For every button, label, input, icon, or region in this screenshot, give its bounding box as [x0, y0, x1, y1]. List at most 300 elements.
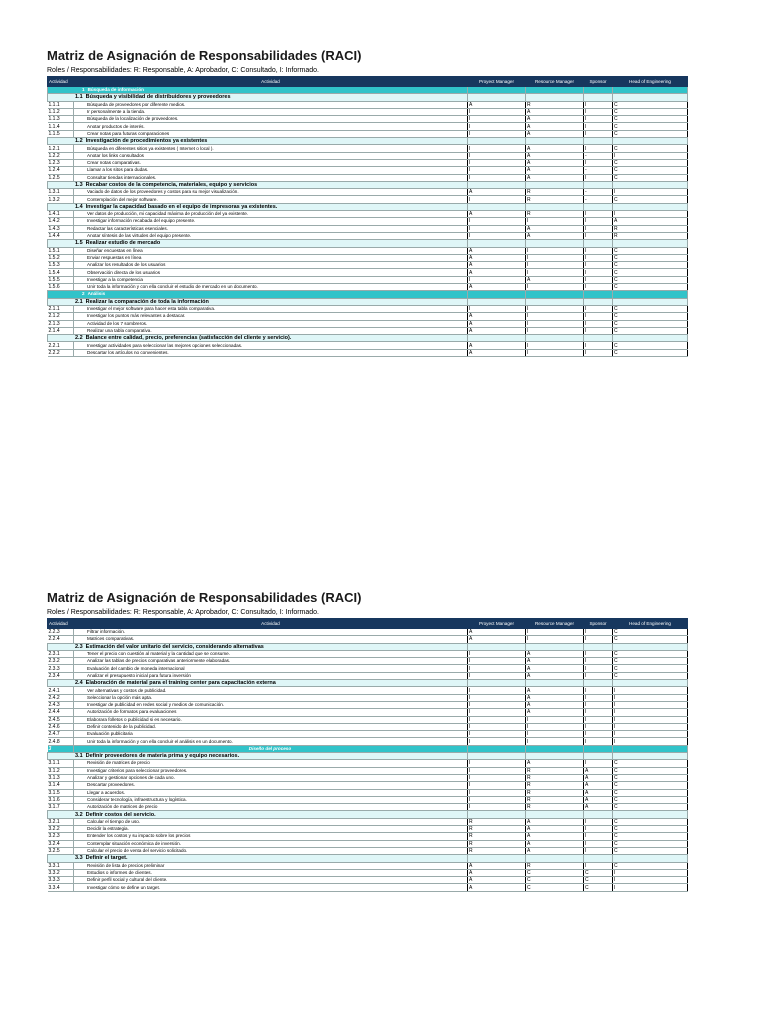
raci-sponsor: I: [584, 116, 613, 123]
raci-head-of-engineering: I: [613, 738, 688, 745]
header-resource-manager: Resource Manager: [526, 77, 584, 87]
task-label: Observación directa de los usuarios: [74, 269, 468, 276]
empty-cell: [468, 298, 526, 305]
table-row: [48, 818, 688, 825]
raci-head-of-engineering: I: [613, 869, 688, 876]
raci-head-of-engineering: I: [613, 709, 688, 716]
task-label: Investigar criterios para seleccionar proveedores.: [74, 767, 468, 774]
raci-resource-manager: A: [526, 159, 584, 166]
empty-cell: [613, 94, 688, 101]
task-id: 2.3.4: [48, 672, 74, 679]
table-body: [48, 629, 688, 892]
task-id: 2.1.2: [48, 313, 74, 320]
table-row: [48, 658, 688, 665]
task-id: 1.2.3: [48, 159, 74, 166]
table-row: [48, 284, 688, 291]
raci-project-manager: I: [468, 760, 526, 767]
raci-project-manager: I: [468, 276, 526, 283]
sub-label: Definir costos del servicio.: [85, 811, 156, 818]
empty-cell: [584, 94, 613, 101]
phase-number-text: 1: [82, 87, 85, 93]
sub-number-text: 1.4: [75, 203, 83, 210]
task-id: 2.2.4: [48, 636, 74, 643]
empty-cell: [526, 181, 584, 188]
raci-resource-manager: A: [526, 840, 584, 847]
raci-head-of-engineering: I: [613, 731, 688, 738]
raci-project-manager: I: [468, 152, 526, 159]
table-row: [48, 840, 688, 847]
raci-head-of-engineering: C: [613, 826, 688, 833]
raci-table: [47, 618, 688, 892]
table-row: [48, 167, 688, 174]
empty-cell: [468, 643, 526, 650]
table-row: [48, 152, 688, 159]
task-label: Crear notas para futuras comparaciones: [74, 130, 468, 137]
raci-head-of-engineering: I: [613, 687, 688, 694]
raci-head-of-engineering: C: [613, 847, 688, 854]
empty-cell: [613, 680, 688, 687]
task-label: Analizar y gestionar opciones de cada uno.: [74, 774, 468, 781]
sub-number: [48, 680, 468, 687]
raci-resource-manager: I: [526, 738, 584, 745]
raci-sponsor: I: [584, 738, 613, 745]
subphase-row: [48, 181, 688, 188]
task-id: 2.4.3: [48, 701, 74, 708]
raci-resource-manager: A: [526, 658, 584, 665]
raci-head-of-engineering: I: [613, 211, 688, 218]
raci-head-of-engineering: A: [613, 218, 688, 225]
raci-head-of-engineering: C: [613, 174, 688, 181]
task-id: 1.1.3: [48, 116, 74, 123]
raci-resource-manager: R: [526, 796, 584, 803]
table-row: [48, 869, 688, 876]
task-id: 2.2.3: [48, 629, 74, 636]
header-sponsor: Sponsor: [584, 619, 613, 629]
raci-head-of-engineering: C: [613, 636, 688, 643]
task-id: 1.5.6: [48, 284, 74, 291]
raci-head-of-engineering: C: [613, 789, 688, 796]
raci-project-manager: I: [468, 108, 526, 115]
raci-sponsor: I: [584, 159, 613, 166]
task-id: 3.2.5: [48, 847, 74, 854]
raci-head-of-engineering: C: [613, 276, 688, 283]
task-label: Analizar el presupuesto inicial para futura inversión: [74, 672, 468, 679]
sub-label: Balance entre calidad, precio, preferencias (satisfacción del cliente y servicio).: [85, 335, 292, 342]
raci-sponsor: A: [584, 796, 613, 803]
empty-cell: [613, 811, 688, 818]
raci-resource-manager: A: [526, 847, 584, 854]
task-label: Ver alternativas y costos de publicidad.: [74, 687, 468, 694]
raci-resource-manager: R: [526, 862, 584, 869]
raci-project-manager: R: [468, 840, 526, 847]
sub-label: Definir el target.: [85, 855, 128, 862]
raci-sponsor: I: [584, 665, 613, 672]
raci-head-of-engineering: I: [613, 694, 688, 701]
task-id: 3.3.4: [48, 884, 74, 891]
raci-head-of-engineering: C: [613, 760, 688, 767]
raci-project-manager: I: [468, 196, 526, 203]
table-row: [48, 760, 688, 767]
task-id: 1.5.2: [48, 254, 74, 261]
table-row: [48, 159, 688, 166]
raci-project-manager: I: [468, 665, 526, 672]
raci-head-of-engineering: C: [613, 672, 688, 679]
empty-cell: [584, 138, 613, 145]
task-id: 3.1.1: [48, 760, 74, 767]
task-id: 1.5.1: [48, 247, 74, 254]
raci-head-of-engineering: I: [613, 152, 688, 159]
raci-project-manager: A: [468, 254, 526, 261]
empty-cell: [584, 87, 613, 94]
table-header-row: [48, 77, 688, 87]
raci-resource-manager: I: [526, 284, 584, 291]
task-id: 2.1.1: [48, 305, 74, 312]
task-label: Descartar proveedores.: [74, 782, 468, 789]
raci-sponsor: I: [584, 658, 613, 665]
raci-resource-manager: I: [526, 305, 584, 312]
raci-resource-manager: A: [526, 108, 584, 115]
task-id: 2.3.3: [48, 665, 74, 672]
raci-head-of-engineering: C: [613, 818, 688, 825]
raci-resource-manager: C: [526, 877, 584, 884]
page-title: Matriz de Asignación de Responsabilidades (RACI): [47, 48, 362, 63]
task-label: Calcular el tiempo de uso.: [74, 818, 468, 825]
raci-sponsor: A: [584, 774, 613, 781]
raci-head-of-engineering: C: [613, 782, 688, 789]
sub-number: [48, 298, 468, 305]
empty-cell: [613, 745, 688, 752]
raci-project-manager: A: [468, 262, 526, 269]
phase-number: 3: [48, 745, 74, 752]
raci-project-manager: I: [468, 774, 526, 781]
task-id: 1.2.2: [48, 152, 74, 159]
empty-cell: [584, 203, 613, 210]
task-label: Realizar una tabla comparativa.: [74, 327, 468, 334]
raci-resource-manager: I: [526, 716, 584, 723]
sub-number: [48, 181, 468, 188]
task-label: Descartar los artículos no convenientes.: [74, 349, 468, 356]
table-row: [48, 313, 688, 320]
raci-project-manager: I: [468, 174, 526, 181]
raci-project-manager: I: [468, 709, 526, 716]
sub-label: Realizar estudio de mercado: [85, 240, 161, 247]
empty-cell: [613, 855, 688, 862]
task-label: Investigar actividades para seleccionar las mejores opciones seleccionadas.: [74, 342, 468, 349]
raci-sponsor: I: [584, 254, 613, 261]
sub-label: Búsqueda y visibilidad de distribuidores y proveedores: [85, 94, 231, 101]
raci-project-manager: I: [468, 145, 526, 152]
task-label: Evaluación publicitaria: [74, 731, 468, 738]
raci-head-of-engineering: C: [613, 862, 688, 869]
sub-number: [48, 811, 468, 818]
table-row: [48, 269, 688, 276]
task-label: Calcular el precio de venta del servicio solicitado.: [74, 847, 468, 854]
empty-cell: [526, 855, 584, 862]
sub-label: Investigación de procedimientos ya existentes: [85, 138, 208, 145]
raci-head-of-engineering: C: [613, 116, 688, 123]
empty-cell: [584, 745, 613, 752]
sub-number-text: 2.3: [75, 643, 83, 650]
raci-resource-manager: A: [526, 818, 584, 825]
sub-number: [48, 240, 468, 247]
raci-resource-manager: A: [526, 665, 584, 672]
raci-project-manager: A: [468, 211, 526, 218]
empty-cell: [584, 811, 613, 818]
raci-head-of-engineering: C: [613, 650, 688, 657]
raci-sponsor: I: [584, 269, 613, 276]
task-label: Filtrar información.: [74, 629, 468, 636]
raci-resource-manager: I: [526, 262, 584, 269]
raci-sponsor: I: [584, 305, 613, 312]
table-row: [48, 123, 688, 130]
header-id: Actividad: [48, 77, 74, 87]
empty-cell: [584, 181, 613, 188]
raci-sponsor: I: [584, 320, 613, 327]
empty-cell: [526, 291, 584, 298]
raci-resource-manager: A: [526, 687, 584, 694]
raci-head-of-engineering: C: [613, 101, 688, 108]
roles-legend: Roles / Responsabilidades: R: Responsable, A: Aprobador, C: Consultado, I: Informado.: [47, 609, 319, 616]
raci-head-of-engineering: C: [613, 349, 688, 356]
sub-label: Estimación del valor unitario del servicio, considerando alternativas: [85, 643, 264, 650]
raci-resource-manager: R: [526, 804, 584, 811]
task-id: 1.5.3: [48, 262, 74, 269]
header-resource-manager: Resource Manager: [526, 619, 584, 629]
raci-sponsor: A: [584, 782, 613, 789]
sub-number-text: 3.2: [75, 811, 83, 818]
task-label: Búsqueda de proveedores por diferente medios.: [74, 101, 468, 108]
raci-head-of-engineering: C: [613, 313, 688, 320]
raci-head-of-engineering: C: [613, 629, 688, 636]
raci-project-manager: I: [468, 167, 526, 174]
raci-project-manager: A: [468, 629, 526, 636]
raci-sponsor: I: [584, 247, 613, 254]
raci-sponsor: I: [584, 672, 613, 679]
subphase-row: [48, 855, 688, 862]
task-label: Diseñar encuestas en línea: [74, 247, 468, 254]
empty-cell: [526, 240, 584, 247]
empty-cell: [613, 643, 688, 650]
task-label: Autorización de matrices de precio: [74, 804, 468, 811]
table-row: [48, 862, 688, 869]
table-row: [48, 174, 688, 181]
empty-cell: [468, 753, 526, 760]
task-id: 1.1.5: [48, 130, 74, 137]
raci-project-manager: I: [468, 123, 526, 130]
raci-resource-manager: A: [526, 650, 584, 657]
task-id: 3.1.3: [48, 774, 74, 781]
raci-resource-manager: R: [526, 196, 584, 203]
subphase-row: [48, 680, 688, 687]
raci-project-manager: R: [468, 826, 526, 833]
table-row: [48, 694, 688, 701]
table-row: [48, 767, 688, 774]
empty-cell: [613, 298, 688, 305]
task-id: 2.4.6: [48, 723, 74, 730]
raci-resource-manager: I: [526, 342, 584, 349]
table-row: [48, 196, 688, 203]
task-label: Unir toda la información y con ella concluir el análisis en un documento.: [74, 738, 468, 745]
header-head-of-engineering: Head of Engineering: [613, 77, 688, 87]
sub-number: [48, 753, 468, 760]
raci-head-of-engineering: C: [613, 665, 688, 672]
raci-sponsor: I: [584, 716, 613, 723]
table-row: [48, 709, 688, 716]
task-id: 3.2.4: [48, 840, 74, 847]
task-id: 2.2.2: [48, 349, 74, 356]
table-row: [48, 225, 688, 232]
header-sponsor: Sponsor: [584, 77, 613, 87]
raci-project-manager: A: [468, 269, 526, 276]
sub-number: [48, 203, 468, 210]
raci-project-manager: I: [468, 716, 526, 723]
sub-number: [48, 94, 468, 101]
raci-project-manager: A: [468, 327, 526, 334]
task-id: 3.1.7: [48, 804, 74, 811]
empty-cell: [584, 240, 613, 247]
task-label: Crear notas comparativas.: [74, 159, 468, 166]
raci-project-manager: A: [468, 342, 526, 349]
raci-resource-manager: R: [526, 767, 584, 774]
task-label: Seleccionar la opción más apta.: [74, 694, 468, 701]
table-row: [48, 108, 688, 115]
raci-resource-manager: A: [526, 694, 584, 701]
task-label: Actividad de los 7 sombreros.: [74, 320, 468, 327]
task-label: Llamar a los sitos para dudas.: [74, 167, 468, 174]
task-label: Unir toda la información y con ella concluir el estudio de mercado en un documento.: [74, 284, 468, 291]
task-label: Analizar las tablas de precios comparativas anteriormente elaboradas.: [74, 658, 468, 665]
task-label: Anotar productos de interés.: [74, 123, 468, 130]
raci-sponsor: I: [584, 709, 613, 716]
empty-cell: [468, 87, 526, 94]
task-label: Anotar síntesis de las virtudes del equipo presente.: [74, 232, 468, 239]
raci-sponsor: I: [584, 101, 613, 108]
task-id: 1.4.2: [48, 218, 74, 225]
sub-number-text: 2.4: [75, 680, 83, 687]
sub-label: Investigar la capacidad basado en el equipo de impresoras ya existentes.: [85, 203, 278, 210]
raci-head-of-engineering: C: [613, 159, 688, 166]
task-id: 1.2.4: [48, 167, 74, 174]
raci-project-manager: A: [468, 313, 526, 320]
raci-sponsor: I: [584, 211, 613, 218]
task-label: Anotar los links consultados: [74, 152, 468, 159]
table-row: [48, 218, 688, 225]
raci-resource-manager: A: [526, 760, 584, 767]
raci-resource-manager: I: [526, 313, 584, 320]
raci-head-of-engineering: C: [613, 767, 688, 774]
raci-head-of-engineering: R: [613, 225, 688, 232]
task-id: 1.4.3: [48, 225, 74, 232]
raci-sponsor: I: [584, 145, 613, 152]
table-row: [48, 687, 688, 694]
task-id: 2.4.1: [48, 687, 74, 694]
phase-row: [48, 87, 688, 94]
raci-resource-manager: C: [526, 884, 584, 891]
raci-head-of-engineering: C: [613, 796, 688, 803]
raci-head-of-engineering: C: [613, 145, 688, 152]
raci-resource-manager: A: [526, 672, 584, 679]
raci-table: [47, 76, 688, 357]
table-row: [48, 145, 688, 152]
raci-resource-manager: R: [526, 211, 584, 218]
task-id: 2.4.5: [48, 716, 74, 723]
raci-resource-manager: C: [526, 869, 584, 876]
task-id: 2.1.4: [48, 327, 74, 334]
task-label: Analizar los resultados de los usuarios: [74, 262, 468, 269]
sub-number-text: 2.2: [75, 335, 83, 342]
raci-resource-manager: A: [526, 833, 584, 840]
raci-resource-manager: I: [526, 247, 584, 254]
raci-head-of-engineering: I: [613, 716, 688, 723]
raci-sponsor: I: [584, 818, 613, 825]
empty-cell: [584, 680, 613, 687]
raci-sponsor: I: [584, 723, 613, 730]
raci-project-manager: A: [468, 877, 526, 884]
table-row: [48, 629, 688, 636]
empty-cell: [613, 181, 688, 188]
table-row: [48, 833, 688, 840]
task-id: 2.4.8: [48, 738, 74, 745]
raci-sponsor: I: [584, 847, 613, 854]
subphase-row: [48, 203, 688, 210]
empty-cell: [468, 855, 526, 862]
empty-cell: [584, 753, 613, 760]
raci-sponsor: I: [584, 629, 613, 636]
task-label: Contemplar situación económica de inversión.: [74, 840, 468, 847]
task-id: 3.1.4: [48, 782, 74, 789]
task-label: Contemplación del mejor software.: [74, 196, 468, 203]
task-id: 2.4.4: [48, 709, 74, 716]
sub-number-text: 1.2: [75, 138, 83, 145]
raci-resource-manager: A: [526, 167, 584, 174]
empty-cell: [526, 335, 584, 342]
task-label: Tener el precio con cuestión al material y la cantidad que se consume.: [74, 650, 468, 657]
raci-sponsor: I: [584, 108, 613, 115]
table-row: [48, 774, 688, 781]
subphase-row: [48, 138, 688, 145]
empty-cell: [526, 643, 584, 650]
empty-cell: [613, 138, 688, 145]
task-id: 1.4.4: [48, 232, 74, 239]
table-row: [48, 636, 688, 643]
subphase-row: [48, 811, 688, 818]
raci-project-manager: I: [468, 796, 526, 803]
sub-label: Definir proveedores de materia prima y equipo necesarios.: [85, 753, 240, 760]
empty-cell: [526, 753, 584, 760]
roles-legend: Roles / Responsabilidades: R: Responsable, A: Aprobador, C: Consultado, I: Informado.: [47, 67, 319, 74]
raci-sponsor: I: [584, 276, 613, 283]
sub-number-text: 1.1: [75, 94, 83, 101]
raci-resource-manager: I: [526, 320, 584, 327]
raci-project-manager: A: [468, 320, 526, 327]
sub-number: [48, 855, 468, 862]
phase-row: [48, 291, 688, 298]
empty-cell: [613, 291, 688, 298]
sub-label: Recabar costos de la competencia, materiales, equipo y servicios: [85, 182, 258, 188]
raci-head-of-engineering: C: [613, 108, 688, 115]
raci-sponsor: I: [584, 687, 613, 694]
raci-sponsor: I: [584, 701, 613, 708]
table-row: [48, 877, 688, 884]
raci-head-of-engineering: C: [613, 342, 688, 349]
raci-project-manager: I: [468, 658, 526, 665]
raci-resource-manager: I: [526, 629, 584, 636]
task-label: Definir contenido de la publicidad.: [74, 723, 468, 730]
task-id: 1.4.1: [48, 211, 74, 218]
task-label: Revisión de matrices de precio: [74, 760, 468, 767]
raci-head-of-engineering: C: [613, 284, 688, 291]
task-id: 3.2.2: [48, 826, 74, 833]
